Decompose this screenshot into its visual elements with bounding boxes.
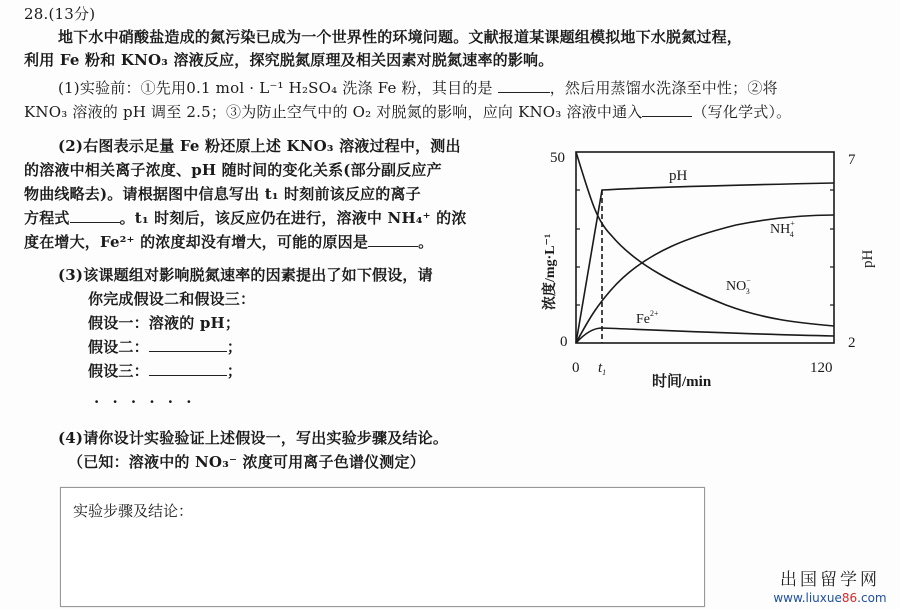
answer-blank-hypothesis-3[interactable] (149, 361, 227, 376)
watermark (760, 570, 900, 606)
intro-line-2: 利用 Fe 粉和 KNO₃ 溶液反应，探究脱氮原理及相关因素对脱氮速率的影响。 (24, 51, 554, 69)
part1-line-1 (58, 78, 778, 98)
watermark-cn: 出国留学网 (780, 570, 880, 590)
watermark-url-hl: 86 (841, 591, 858, 605)
x-axis-title: 时间/min (652, 374, 712, 390)
answer-box[interactable] (60, 487, 705, 607)
chart-svg (536, 140, 896, 390)
watermark-url-a: www.liuxue (773, 591, 842, 605)
part2-line-5 (24, 232, 433, 252)
answer-blank-equation[interactable] (70, 208, 120, 223)
answer-blank-reason[interactable] (368, 232, 418, 247)
part1-text-d: （写化学式）。 (692, 103, 792, 121)
answer-blank-gas[interactable] (642, 102, 692, 117)
answer-blank-hypothesis-2[interactable] (149, 337, 227, 352)
y-right-max: 7 (848, 152, 856, 168)
answer-blank-purpose[interactable] (498, 78, 550, 93)
y-left-max: 50 (550, 150, 565, 166)
hypothesis-2-label: 假设二： (88, 338, 149, 356)
question-header (24, 4, 95, 24)
ph-series-label: pH (669, 168, 688, 184)
part3-line-1: (3)该课题组对影响脱氮速率的因素提出了如下假设，请 (58, 266, 433, 284)
iron-series-label: $Fe^{2+}$ (636, 309, 659, 327)
part2-text-c: 度在增大，Fe²⁺ 的浓度却没有增大，可能的原因是 (24, 233, 369, 251)
part2-text-b: 。t₁ 时刻后，该反应仍在进行，溶液中 NH₄⁺ 的浓 (119, 209, 467, 227)
x-tick-0: 0 (572, 360, 580, 376)
ellipsis: · · · · · · (94, 393, 196, 411)
part1-text-a: (1)实验前：①先用0.1 mol · L⁻¹ H₂SO₄ 洗涤 Fe 粉，其目的是 (58, 79, 493, 97)
part2-line-2: 的溶液中相关离子浓度、pH 随时间的变化关系(部分副反应产 (24, 161, 442, 179)
part2-line-4 (24, 208, 467, 228)
y-left-min: 0 (560, 334, 568, 350)
ammonium-curve (576, 215, 834, 343)
intro-line-1: 地下水中硝酸盐造成的氮污染已成为一个世界性的环境问题。文献报道某课题组模拟地下水脱氮过程， (58, 28, 743, 46)
ph-curve (576, 183, 834, 343)
concentration-ph-chart (536, 140, 896, 394)
y-axis-left-title: 浓度/mg·L⁻¹ (543, 233, 558, 310)
semicolon: ； (226, 338, 243, 356)
semicolon: ； (226, 362, 243, 380)
hypothesis-3 (88, 361, 242, 381)
ammonium-series-label: NH+ 4 (770, 219, 795, 239)
part2-line-3: 物曲线略去)。请根据图中信息写出 t₁ 时刻前该反应的离子 (24, 185, 421, 203)
watermark-url (760, 590, 900, 606)
question-number: 28. (24, 5, 49, 23)
watermark-url-b: .com (857, 591, 887, 605)
hypothesis-1: 假设一：溶液的 pH； (88, 314, 241, 332)
part1-text-c: KNO₃ 溶液的 pH 调至 2.5；③为防止空气中的 O₂ 对脱氮的影响，应向 KNO₃ 溶液中通入 (24, 103, 643, 121)
hypothesis-3-label: 假设三： (88, 362, 149, 380)
iron-curve (576, 328, 834, 343)
answer-box-label: 实验步骤及结论： (73, 502, 194, 520)
part4-line-2: （已知：溶液中的 NO₃⁻ 浓度可用离子色谱仪测定） (68, 453, 425, 471)
x-tick-t1: $t_1$ (598, 360, 607, 377)
part1-line-2 (24, 102, 791, 122)
hypothesis-2 (88, 337, 242, 357)
part2-text-a: 方程式 (24, 209, 70, 227)
nitrate-curve (576, 152, 834, 326)
part2-text-d: 。 (418, 233, 434, 251)
question-score: (13分) (48, 5, 96, 23)
x-tick-120: 120 (810, 360, 833, 376)
part1-text-b: ，然后用蒸馏水洗涤至中性；②将 (549, 79, 778, 97)
nitrate-series-label: NO− 3 (726, 276, 751, 296)
y-right-min: 2 (848, 335, 856, 351)
part3-line-2: 你完成假设二和假设三： (88, 290, 256, 308)
part4-line-1: (4)请你设计实验验证上述假设一，写出实验步骤及结论。 (58, 429, 449, 447)
part2-line-1: (2)右图表示足量 Fe 粉还原上述 KNO₃ 溶液过程中，测出 (58, 137, 461, 155)
y-axis-right-title: pH (860, 249, 876, 268)
